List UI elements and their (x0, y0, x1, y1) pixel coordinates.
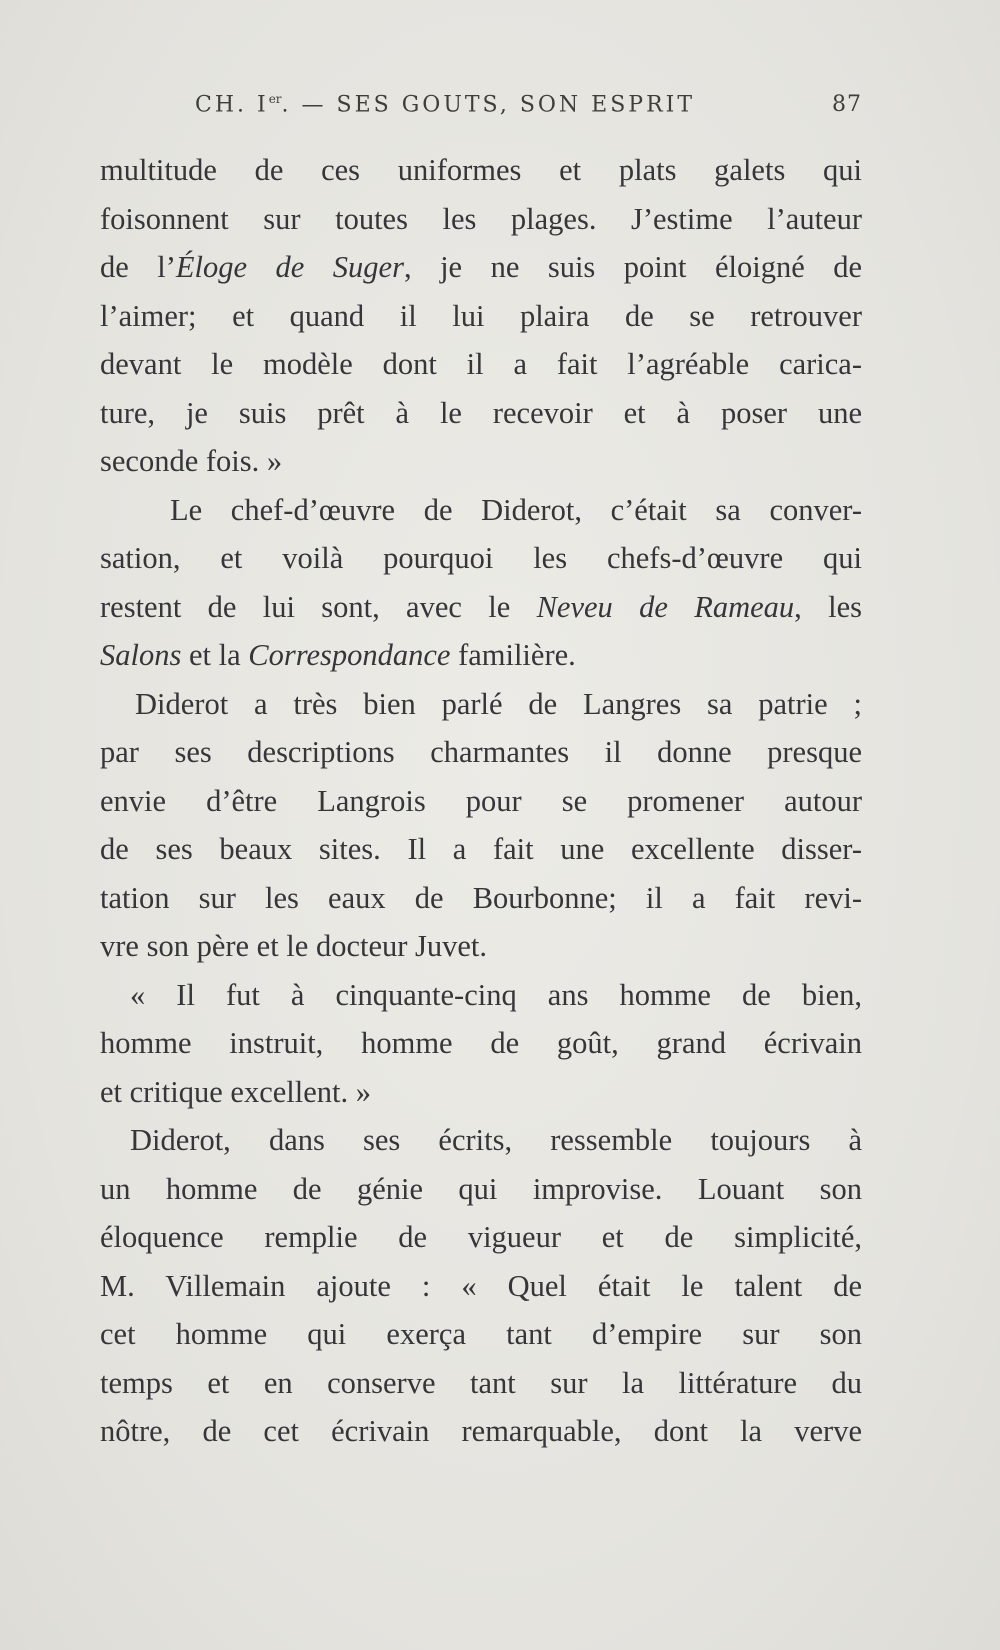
running-head (195, 92, 695, 117)
italic-title: Correspondance (248, 638, 451, 672)
text-line: sation, et voilà pourquoi les chefs-d’œuvre qui (100, 541, 862, 575)
text-line: multitude de ces uniformes et plats galets qui (100, 153, 862, 187)
running-head-pre: CH. I (195, 92, 269, 118)
text-run: restent de lui sont, avec le (100, 589, 537, 624)
text-line: envie d’être Langrois pour se promener autour (100, 783, 862, 818)
italic-title: Neveu de Rameau (536, 589, 795, 624)
text-line: Le chef-d’œuvre de Diderot, c’était sa conver- (170, 492, 862, 527)
text-line: l’aimer; et quand il lui plaira de se retrouver (100, 298, 862, 333)
text-run: , les (794, 589, 863, 624)
paragraph-3 (100, 680, 862, 971)
running-head-post: . — SES GOUTS, SON ESPRIT (281, 92, 696, 118)
text-line: éloquence remplie de vigueur et de simplicité, (100, 1220, 862, 1254)
text-line: Diderot a très bien parlé de Langres sa patrie ; (135, 686, 862, 721)
italic-title: Salons (100, 638, 182, 672)
text-line: et critique excellent. » (100, 1074, 371, 1109)
text-line: temps et en conserve tant sur la littérature du (100, 1365, 862, 1400)
text-line: cet homme qui exerça tant d’empire sur son (100, 1317, 862, 1351)
text-line: vre son père et le docteur Juvet. (100, 929, 488, 963)
text-line: un homme de génie qui improvise. Louant son (100, 1171, 862, 1206)
page-number: 87 (832, 92, 862, 117)
text-line (100, 583, 862, 632)
text-line (100, 631, 862, 680)
text-line: par ses descriptions charmantes il donne presque (100, 735, 862, 769)
text-line: homme instruit, homme de goût, grand écrivain (100, 1026, 862, 1060)
paragraph-4 (100, 971, 862, 1117)
text-run: familière. (450, 638, 576, 672)
text-line: M. Villemain ajoute : « Quel était le talent de (100, 1268, 862, 1303)
running-head-superscript: er (268, 92, 282, 106)
text-run: de l’ (100, 250, 176, 284)
text-line: Diderot, dans ses écrits, ressemble toujours à (130, 1123, 862, 1157)
text-line: seconde fois. » (100, 444, 283, 478)
text-line: nôtre, de cet écrivain remarquable, dont la verve (100, 1414, 862, 1448)
italic-title: Éloge de Suger (175, 250, 404, 284)
text-line: ture, je suis prêt à le recevoir et à poser une (100, 395, 862, 430)
paragraph-5 (100, 1116, 862, 1456)
text-line: tation sur les eaux de Bourbonne; il a fait revi- (100, 880, 862, 915)
text-line: foisonnent sur toutes les plages. J’estime l’auteur (100, 201, 862, 236)
text-line: devant le modèle dont il a fait l’agréable carica- (100, 347, 862, 381)
paragraph-2 (100, 486, 862, 680)
paragraph-1 (100, 146, 862, 486)
text-line: de ses beaux sites. Il a fait une excellente disser- (100, 832, 862, 866)
text-run: et la (181, 638, 249, 672)
text-run: , je ne suis point éloigné de (403, 250, 862, 284)
text-line: « Il fut à cinquante-cinq ans homme de bien, (130, 977, 862, 1012)
text-line (100, 243, 862, 292)
page-body (100, 146, 862, 1456)
